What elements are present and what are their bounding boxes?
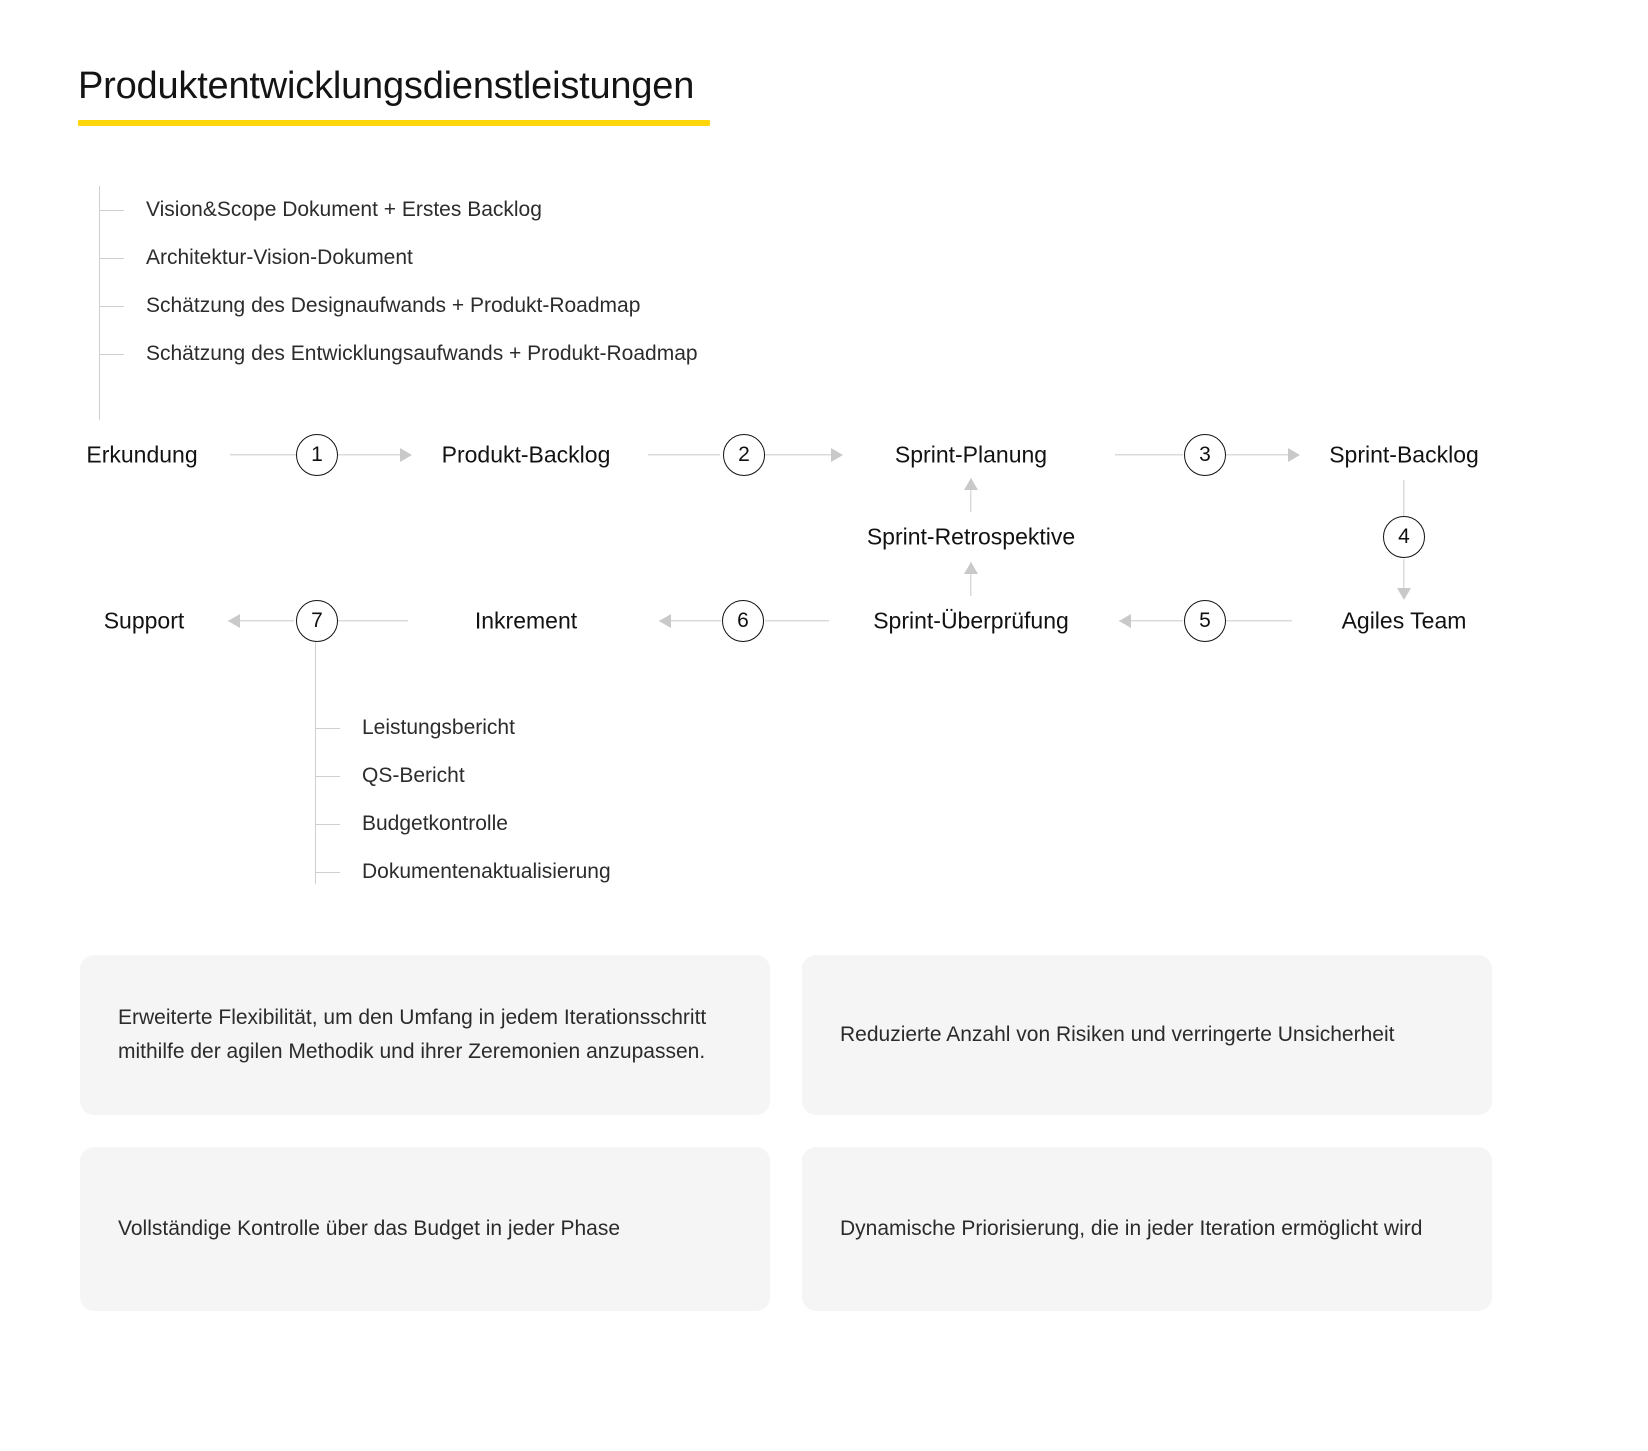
bracket-tick-icon (316, 776, 340, 777)
benefit-card (80, 1147, 770, 1311)
connector-line (1115, 454, 1183, 455)
support-outputs-list (315, 704, 611, 896)
page-title: Produktentwicklungsdienstleistungen (78, 65, 695, 107)
arrowhead-icon (964, 478, 978, 490)
step-marker-5[interactable]: 5 (1184, 600, 1226, 642)
list-item-label: Schätzung des Designaufwands + Produkt-Roadmap (146, 294, 641, 318)
list-item-label: Leistungsbericht (362, 716, 515, 740)
connector-line (1226, 620, 1292, 621)
list-item (315, 752, 611, 800)
flow-node-erkundung[interactable]: Erkundung (86, 441, 198, 468)
arrowhead-icon (659, 614, 671, 628)
list-item (315, 800, 611, 848)
list-item (315, 848, 611, 896)
list-item-label: Dokumentenaktualisierung (362, 860, 611, 884)
arrowhead-icon (964, 562, 978, 574)
benefits-grid (80, 955, 1492, 1311)
step-marker-6[interactable]: 6 (722, 600, 764, 642)
list-item-label: Architektur-Vision-Dokument (146, 246, 413, 270)
arrowhead-icon (400, 448, 412, 462)
flow-node-inkrement[interactable]: Inkrement (474, 607, 578, 634)
connector-line (338, 454, 400, 455)
benefit-card (80, 955, 770, 1115)
benefit-card-text: Vollständige Kontrolle über das Budget in jeder Phase (118, 1216, 621, 1240)
connector-line (1403, 480, 1404, 516)
benefit-card-text: Reduzierte Anzahl von Risiken und verringerte Unsicherheit (840, 1022, 1395, 1046)
step-marker-3[interactable]: 3 (1184, 434, 1226, 476)
step-marker-4[interactable]: 4 (1383, 516, 1425, 558)
connector-line (765, 454, 831, 455)
connector-line (338, 620, 408, 621)
benefit-card-text: Erweiterte Flexibilität, um den Umfang in jedem Iterationsschritt mithilfe der agilen Methodik und ihrer Zeremonien anzupassen. (118, 1005, 707, 1063)
benefit-card-text: Dynamische Priorisierung, die in jeder Iteration ermöglicht wird (840, 1216, 1423, 1240)
list-item-label: Vision&Scope Dokument + Erstes Backlog (146, 198, 542, 222)
list-item-label: Budgetkontrolle (362, 812, 508, 836)
list-item (315, 704, 611, 752)
connector-line (230, 454, 298, 455)
flow-node-sprint-retrospektive[interactable]: Sprint-Retrospektive (866, 523, 1076, 550)
list-item-label: Schätzung des Entwicklungsaufwands + Produkt-Roadmap (146, 342, 698, 366)
arrowhead-icon (1119, 614, 1131, 628)
arrowhead-icon (831, 448, 843, 462)
flow-node-sprint-ueberpruefung[interactable]: Sprint-Überprüfung (873, 607, 1069, 634)
flow-node-produkt-backlog[interactable]: Produkt-Backlog (441, 441, 611, 468)
connector-line (1226, 454, 1288, 455)
flow-node-support[interactable]: Support (103, 607, 185, 634)
bracket-tick-icon (316, 824, 340, 825)
connector-line (648, 454, 720, 455)
connector-line (765, 620, 829, 621)
step-marker-2[interactable]: 2 (723, 434, 765, 476)
list-item-label: QS-Bericht (362, 764, 465, 788)
bracket-tick-icon (316, 728, 340, 729)
flow-node-sprint-planung[interactable]: Sprint-Planung (894, 441, 1048, 468)
benefit-card (802, 1147, 1492, 1311)
step-marker-1[interactable]: 1 (296, 434, 338, 476)
step-marker-7[interactable]: 7 (296, 600, 338, 642)
flow-node-sprint-backlog[interactable]: Sprint-Backlog (1329, 441, 1479, 468)
process-flow-diagram (0, 0, 1648, 700)
benefit-card (802, 955, 1492, 1115)
flow-node-agiles-team[interactable]: Agiles Team (1341, 607, 1467, 634)
arrowhead-icon (228, 614, 240, 628)
bracket-tick-icon (316, 872, 340, 873)
arrowhead-icon (1397, 588, 1411, 600)
arrowhead-icon (1288, 448, 1300, 462)
